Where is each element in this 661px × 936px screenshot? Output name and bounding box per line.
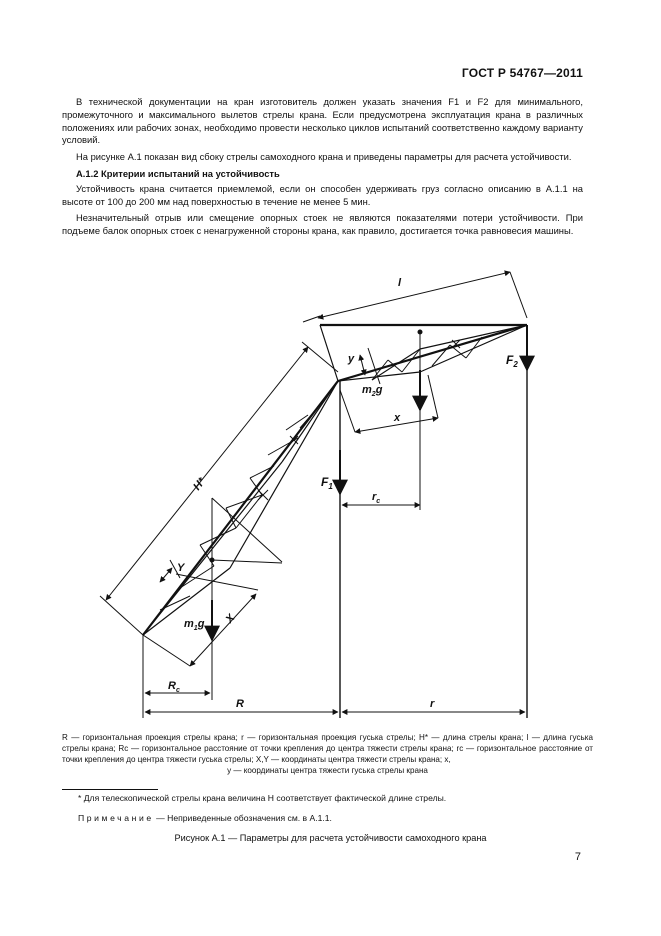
label-l: l [398,277,402,289]
figure-a1 [0,255,661,725]
label-F1: $F_1$ [321,475,333,491]
paragraph-1: В технической документации на кран изготовитель должен указать значения F1 и F2 для минимального, промежуточного и максимального вылетов стрелы крана. Если предусмотрена эксплуатация крана в различных положениях или рабочих зонах, необходимо провести несколько циклов испытаний соответственно каждому варианту условий. [62,96,583,146]
label-r: r [430,698,435,710]
paragraph-2: На рисунке А.1 показан вид сбоку стрелы самоходного крана и приведены параметры для расчета устойчивости. [76,151,572,163]
legend-line-1: R — горизонтальная проекция стрелы крана; r — горизонтальная проекция гуська стрелы; H* — длина стрелы крана; l — длина гуська стрелы крана; Rc — горизонтальное расстояние от точки крепления до центра тяжести стрелы крана; rc — горизонтальное расстояние от точки крепления до центра тяжести гуська стрелы; X,Y — координаты центра тяжести стрелы крана; x, [62,733,593,764]
label-F2: $F_2$ [506,353,518,369]
paragraph-3: Устойчивость крана считается приемлемой, если он способен удерживать груз согласно описанию в А.1.1 на высоте от 100 до 200 мм над поверхностью в течение не менее 5 мин. [62,182,583,207]
note [78,813,332,823]
page-header-standard: ГОСТ Р 54767—2011 [461,66,583,80]
footnote: * Для телескопической стрелы крана величина H соответствует фактической длине стрелы. [78,793,447,803]
note-label: Примечание [78,813,154,823]
jib-length-dimension [303,272,527,325]
main-boom [143,381,338,635]
label-X: X [223,612,238,626]
jib-cg-coordinates [340,330,438,510]
crane-boom-diagram [0,255,661,725]
label-m1g: $m_1g$ [184,618,205,632]
paragraph-4: Незначительный отрыв или смещение опорных стоек не являются показателями потери устойчивости. При подъеме балок опорных стоек с ненагруженной стороны крана, как правило, достигается точка равновесия машины. [62,212,583,237]
label-rc: $r_c$ [372,491,381,505]
page-number: 7 [574,851,581,863]
body-text [62,96,583,242]
label-Y: Y [177,562,185,574]
label-H: H* [191,475,209,493]
boom-length-dimension [100,342,338,635]
figure-legend [62,732,593,776]
subsection-heading: А.1.2 Критерии испытаний на устойчивость [76,167,280,179]
label-R: R [236,698,244,710]
label-x: x [394,412,401,424]
footnote-divider [62,789,158,790]
label-Rc: $R_c$ [168,680,180,694]
figure-caption: Рисунок А.1 — Параметры для расчета устойчивости самоходного крана [174,833,487,843]
label-y: y [348,353,355,365]
legend-line-2: y — координаты центра тяжести гуська стрелы крана [227,766,428,775]
horizontal-dimensions [145,505,525,712]
label-m2g: $m_2g$ [362,384,383,398]
note-text: — Неприведенные обозначения см. в А.1.1. [156,813,332,823]
